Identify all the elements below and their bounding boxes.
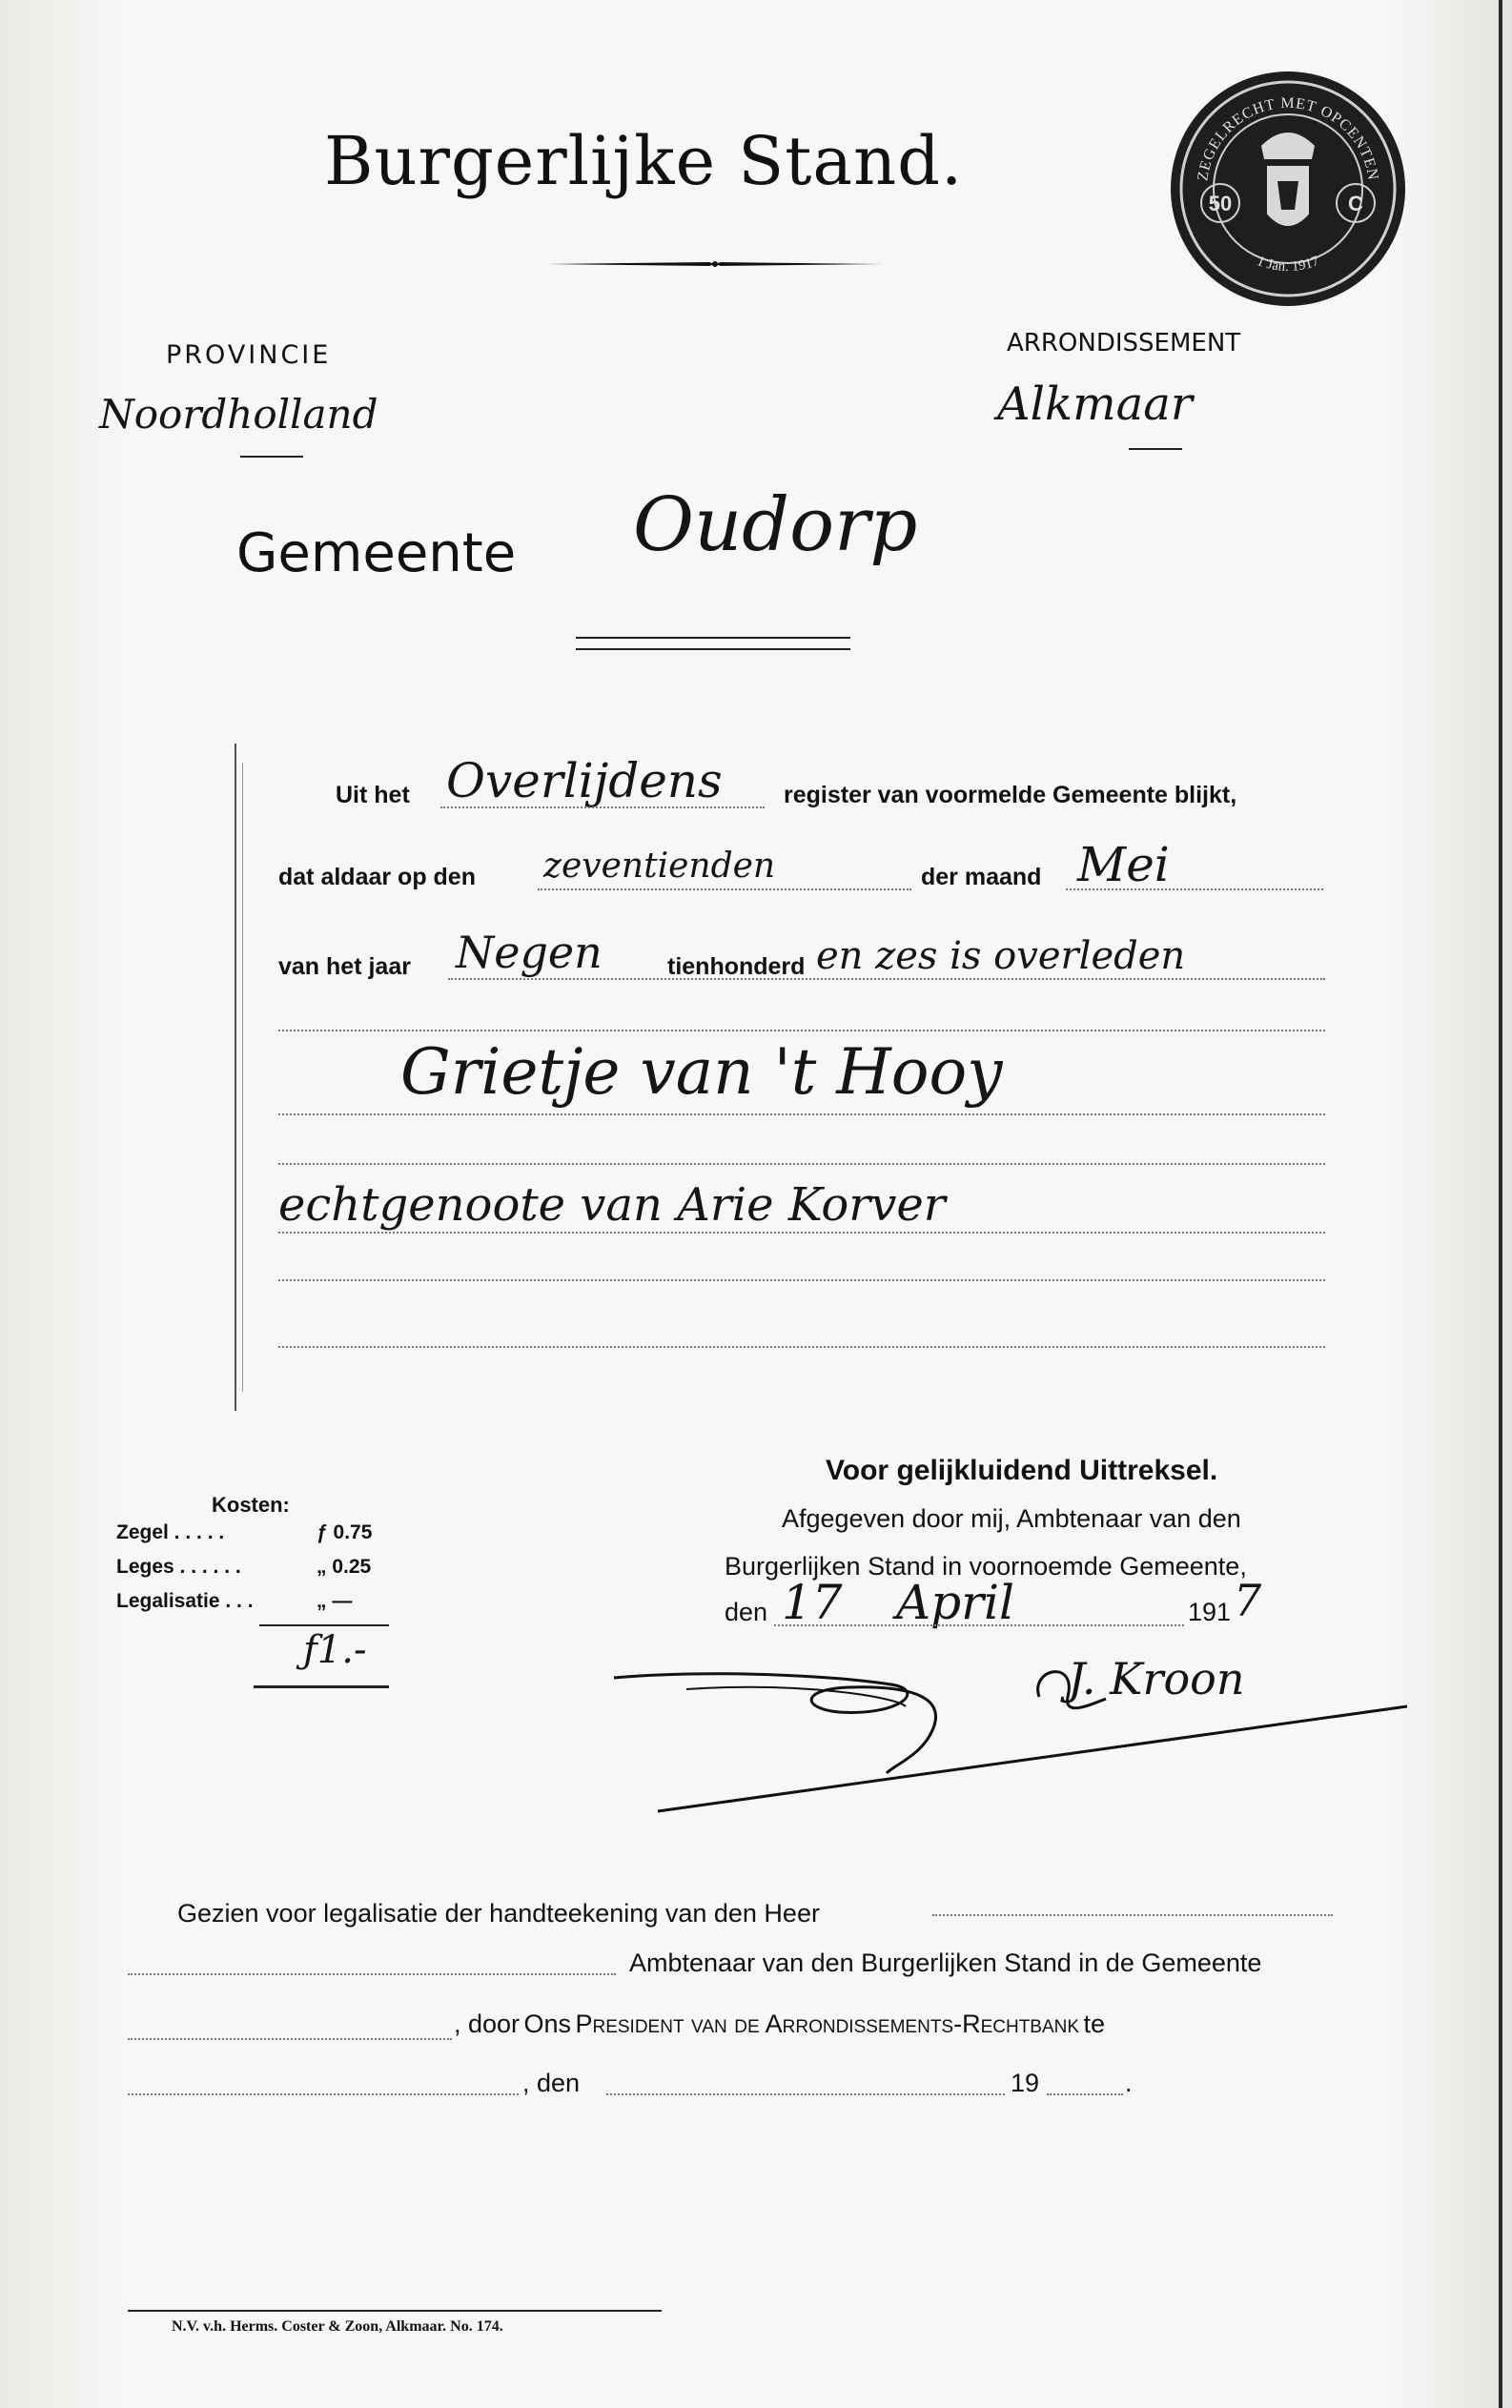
dat-aldaar-text: dat aldaar op den xyxy=(278,864,476,890)
legalisatie-den: , den xyxy=(522,2069,581,2097)
kosten-value: „ — xyxy=(317,1590,353,1612)
kosten-value: „ 0.25 xyxy=(317,1556,372,1578)
relation-value: echtgenoote van Arie Korver xyxy=(278,1178,946,1232)
legalisatie-fill-4 xyxy=(128,2093,519,2095)
day-line xyxy=(538,888,911,890)
seal-value-left: 50 xyxy=(1208,192,1233,215)
register-rest-text: register van voormelde Gemeente blijkt, xyxy=(784,782,1237,808)
kosten-label: Zegel . . . . . xyxy=(116,1521,225,1543)
kosten-label: Leges . . . . . . xyxy=(116,1556,241,1578)
year-printed: 191 xyxy=(1188,1598,1232,1626)
gemeente-value: Oudorp xyxy=(633,482,918,568)
certification-line-2: Burgerlijken Stand in voornoemde Gemeente, xyxy=(725,1552,1247,1581)
legalisatie-fill-1 xyxy=(932,1914,1333,1916)
blank-line-1 xyxy=(278,1030,1325,1031)
seal-text-bottom: 1 Jan. 1917 xyxy=(1255,253,1321,275)
blank-line-2 xyxy=(278,1163,1325,1165)
arrondissement-rule xyxy=(1129,448,1182,450)
certification-den: den xyxy=(725,1598,768,1626)
kosten-heading: Kosten: xyxy=(212,1493,290,1517)
arrondissement-label: ARRONDISSEMENT xyxy=(1007,329,1241,357)
kosten-row xyxy=(116,1550,383,1584)
blank-line-4 xyxy=(278,1346,1325,1348)
provincie-value: Noordholland xyxy=(99,391,378,438)
der-maand-text: der maand xyxy=(921,864,1042,890)
certification-heading: Voor gelijkluidend Uittreksel. xyxy=(826,1455,1218,1486)
gemeente-rule-1 xyxy=(576,637,850,639)
date-line xyxy=(774,1624,1184,1626)
tax-stamp-seal xyxy=(1171,71,1405,306)
kosten-value: ƒ 0.75 xyxy=(317,1521,373,1543)
month-value: Mei xyxy=(1077,837,1170,892)
year-line xyxy=(448,978,1325,980)
blank-line-3 xyxy=(278,1279,1325,1281)
legalisatie-year: 19 xyxy=(1011,2069,1040,2097)
imprint-text: N.V. v.h. Herms. Coster & Zoon, Alkmaar. xyxy=(172,2318,447,2335)
kosten-label: Legalisatie . . . xyxy=(116,1590,254,1612)
legalisatie-line-3 xyxy=(454,2010,1105,2039)
register-type-line xyxy=(440,806,765,808)
legalisatie-fill-2 xyxy=(128,1973,616,1975)
date-day-value: 17 xyxy=(782,1575,843,1630)
date-month-value: April xyxy=(896,1575,1014,1630)
imprint-number: No. 174. xyxy=(450,2318,503,2335)
month-line xyxy=(1066,888,1323,890)
document-title: Burgerlijke Stand. xyxy=(324,122,964,200)
legalisatie-fill-3 xyxy=(128,2038,452,2040)
year-prefix-value: Negen xyxy=(456,927,603,978)
legalisatie-end: . xyxy=(1125,2069,1133,2097)
register-type-value: Overlijdens xyxy=(446,753,723,808)
seal-value-right: C xyxy=(1348,192,1363,215)
president-text: President van de Arrondissements-Rechtbank xyxy=(575,2010,1080,2038)
year-suffix-value: en zes is overleden xyxy=(816,934,1186,978)
margin-line xyxy=(235,744,236,1411)
legalisatie-line-1: Gezien voor legalisatie der handteekening van den Heer xyxy=(177,1899,820,1928)
kosten-row xyxy=(116,1584,383,1619)
signature-value: J. Kroon xyxy=(1068,1653,1245,1704)
seal-icon xyxy=(1171,71,1405,306)
margin-line-inner xyxy=(242,763,243,1392)
provincie-rule xyxy=(240,456,303,458)
arrondissement-value: Alkmaar xyxy=(997,378,1193,431)
year-hand-value: 7 xyxy=(1234,1575,1262,1626)
page-edge xyxy=(1499,0,1502,2408)
footer-rule xyxy=(128,2310,662,2312)
gemeente-rule-2 xyxy=(576,648,850,650)
printer-imprint xyxy=(172,2318,503,2336)
kosten-table xyxy=(116,1516,383,1619)
legalisatie-fill-5 xyxy=(606,2093,1005,2095)
gemeente-label: Gemeente xyxy=(236,522,517,584)
ons-text: Ons xyxy=(523,2010,572,2038)
svg-text:1 Jan. 1917 xyxy=(1255,254,1321,275)
kosten-total: ƒ1.- xyxy=(303,1628,367,1672)
relation-line xyxy=(278,1232,1325,1234)
provincie-label: PROVINCIE xyxy=(166,340,332,370)
kosten-row xyxy=(116,1516,383,1550)
kosten-subtotal-rule xyxy=(259,1624,389,1626)
kosten-total-rule xyxy=(254,1685,389,1688)
seal-text-top: ZEGELRECHT MET OPCENTEN xyxy=(1195,94,1381,182)
van-het-jaar-text: van het jaar xyxy=(278,953,411,980)
tienhonderd-text: tienhonderd xyxy=(667,953,806,980)
title-ornament xyxy=(547,259,883,269)
uit-het-text: Uit het xyxy=(336,782,410,808)
deceased-name-value: Grietje van 't Hooy xyxy=(400,1035,1003,1109)
legalisatie-fill-6 xyxy=(1047,2093,1123,2095)
door-text: , door xyxy=(454,2010,521,2038)
certification-line-1: Afgegeven door mij, Ambtenaar van den xyxy=(782,1504,1241,1533)
day-value: zeventienden xyxy=(543,847,776,886)
te-text: te xyxy=(1083,2010,1106,2038)
legalisatie-line-2: Ambtenaar van den Burgerlijken Stand in de Gemeente xyxy=(629,1949,1262,1977)
signature-flourish xyxy=(610,1640,1411,1830)
name-line xyxy=(278,1113,1325,1115)
